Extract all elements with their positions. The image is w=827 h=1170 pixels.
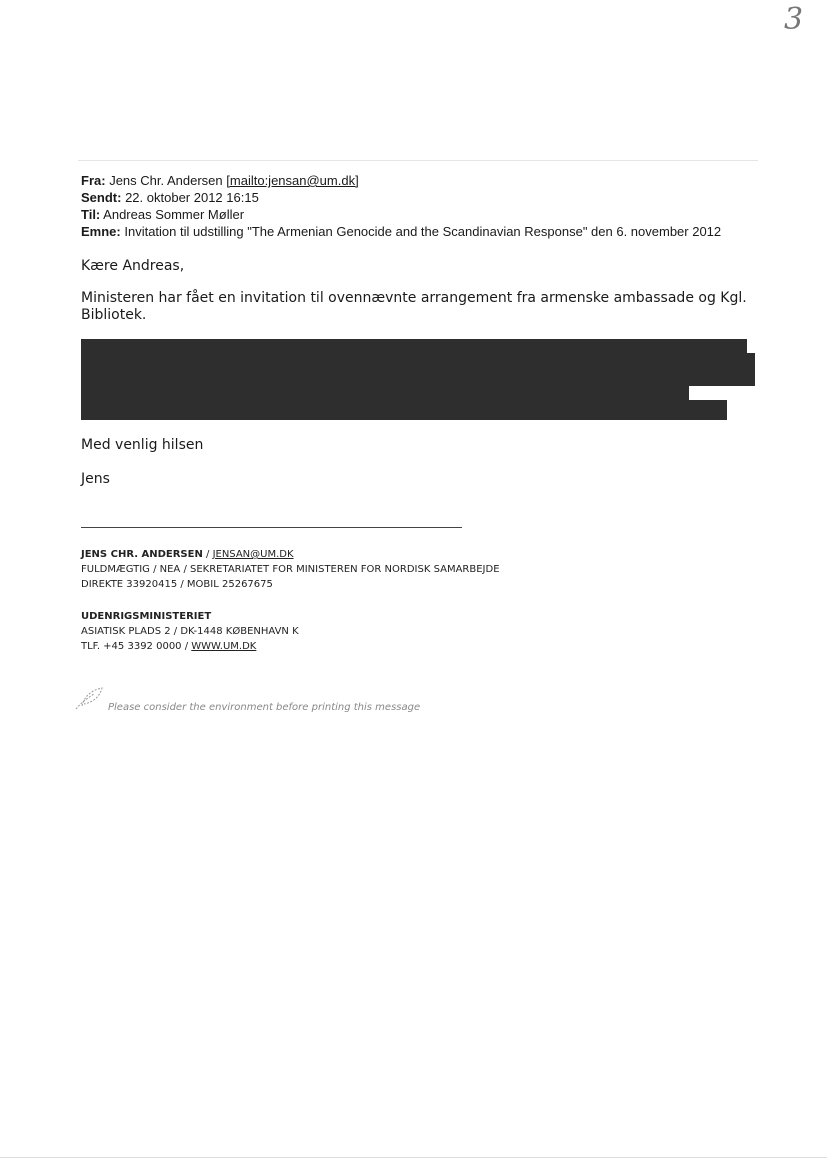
message-paragraph: Ministeren har fået en invitation til ovennævnte arrangement fra armenske ambassade og Kgl. Bibliotek. — [81, 290, 747, 323]
redaction-notch — [747, 339, 755, 353]
email-header — [81, 172, 781, 240]
signature-name-row — [81, 547, 781, 562]
from-label: Fra: — [81, 173, 106, 188]
from-mailto-link[interactable]: [mailto:jensan@um.dk] — [226, 173, 359, 188]
to-value: Andreas Sommer Møller — [103, 207, 245, 222]
redaction-block — [81, 339, 755, 420]
redaction-notch — [727, 400, 755, 420]
organization-name: UDENRIGSMINISTERIET — [81, 611, 212, 622]
signature-phone: DIREKTE 33920415 / MOBIL 25267675 — [81, 579, 273, 590]
greeting: Kære Andreas, — [81, 258, 185, 274]
signature-divider — [81, 527, 462, 528]
signature-person — [81, 547, 781, 592]
sent-value: 22. oktober 2012 16:15 — [125, 190, 259, 205]
subject-value: Invitation til udstilling "The Armenian Genocide and the Scandinavian Response" den 6. november 2012 — [124, 224, 722, 239]
sent-label: Sendt: — [81, 190, 122, 205]
signature-email-link[interactable]: JENSAN@UM.DK — [212, 549, 294, 560]
subject-row — [81, 223, 781, 240]
signature-organization — [81, 609, 781, 654]
signer-name: Jens — [81, 471, 110, 487]
signature-title: FULDMÆGTIG / NEA / SEKRETARIATET FOR MINISTEREN FOR NORDISK SAMARBEJDE — [81, 564, 500, 575]
sent-row — [81, 189, 781, 206]
organization-phone: TLF. +45 3392 0000 / — [81, 641, 192, 652]
environment-note: Please consider the environment before printing this message — [108, 702, 421, 713]
faint-divider — [78, 160, 758, 161]
to-row — [81, 206, 781, 223]
organization-contact — [81, 639, 781, 654]
from-name: Jens Chr. Andersen — [109, 173, 223, 188]
page-bottom-edge — [0, 1157, 827, 1158]
subject-label: Emne: — [81, 224, 121, 239]
organization-address: ASIATISK PLADS 2 / DK-1448 KØBENHAVN K — [81, 626, 299, 637]
signature-separator: / — [202, 549, 213, 560]
page-number: 3 — [784, 2, 804, 37]
redaction-notch — [689, 386, 755, 400]
to-label: Til: — [81, 207, 101, 222]
signature-name: JENS CHR. ANDERSEN — [81, 549, 203, 560]
website-link[interactable]: WWW.UM.DK — [191, 641, 257, 652]
leaf-icon — [74, 684, 104, 710]
from-row — [81, 172, 781, 189]
closing: Med venlig hilsen — [81, 437, 204, 453]
